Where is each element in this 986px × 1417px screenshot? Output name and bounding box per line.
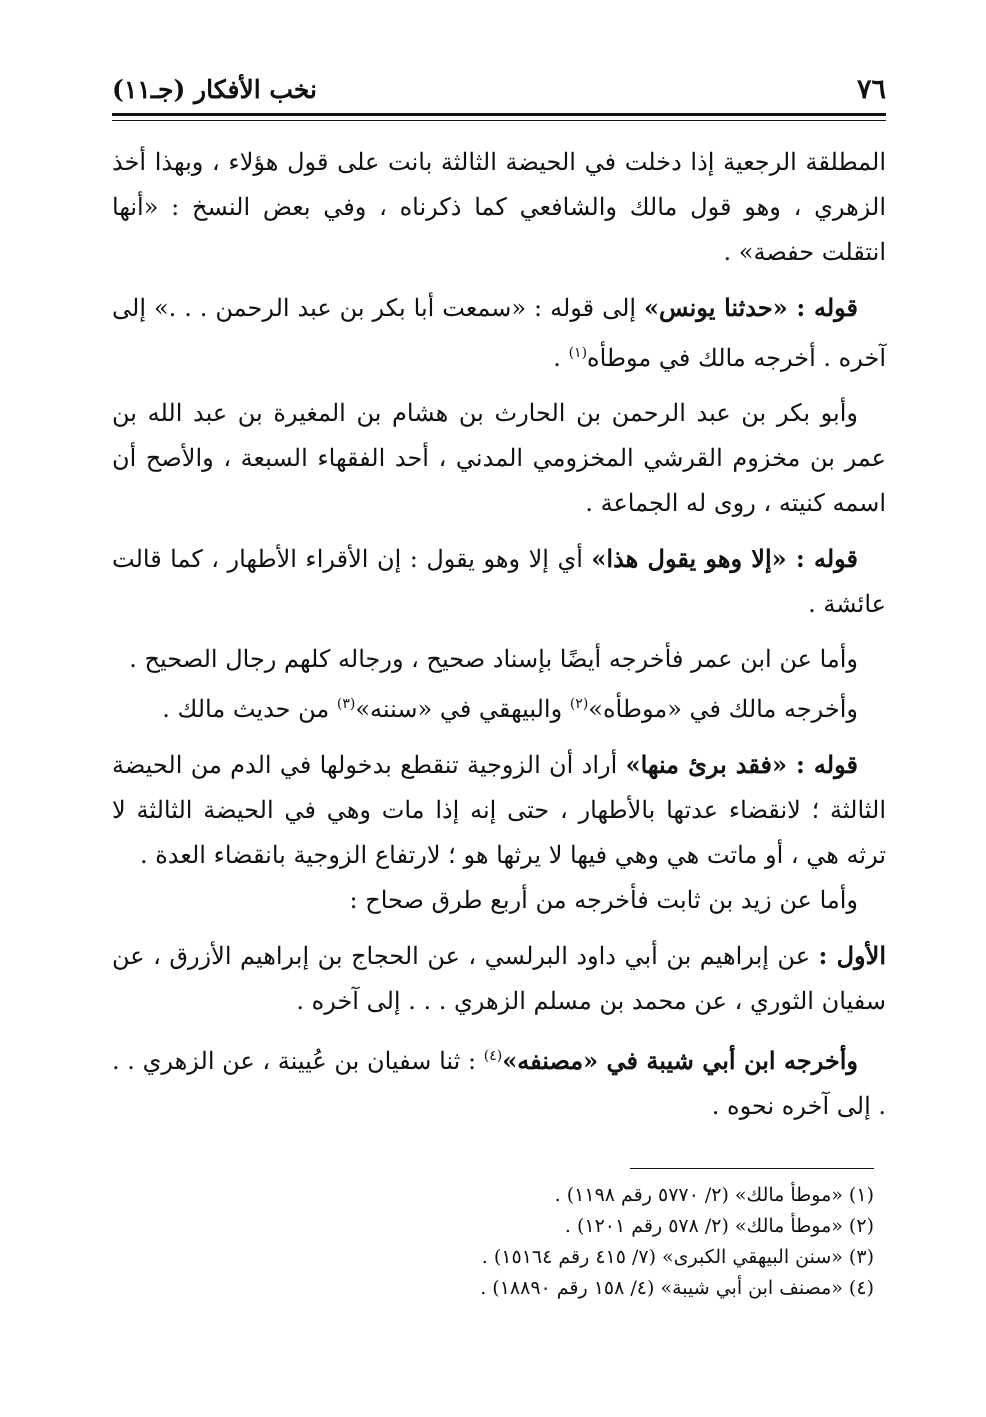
footnote-2: (٢) «موطأ مالك» (٢/ ٥٧٨ رقم ١٢٠١) . [564,1215,874,1237]
paragraph-text: : ثنا سفيان بن عُيينة ، عن الزهري . . . إلى آخره نحوه . [112,1047,886,1120]
paragraph-text-c: من حديث مالك . [162,695,337,723]
quote-lead: قوله : «حدثنا يونس» [644,293,859,322]
paragraph-10 [112,1034,886,1129]
quote-lead: وأخرجه ابن أبي شيبة في «مصنفه» [502,1046,859,1075]
footnote-1: (١) «موطأ مالك» (٢/ ٥٧٧٠ رقم ١١٩٨) . [554,1184,874,1206]
paragraph-text: عن إبراهيم بن أبي داود البرلسي ، عن الحجاج بن إبراهيم الأزرق ، عن سفيان الثوري ، عن محمد بن مسلم الزهري . . . إلى آخره . [112,942,886,1015]
footnote-ref-2: (٢) [569,696,589,712]
paragraph-2 [112,285,886,381]
footnote-ref-4: (٤) [483,1048,503,1064]
quote-lead: قوله : «فقد برئ منها» [625,750,858,779]
footnote-separator [630,1168,874,1169]
paragraph-end: . [553,344,569,372]
paragraph-text-a: وأخرجه مالك في «موطأه» [588,695,858,723]
paragraph-4 [112,536,886,627]
quote-lead: قوله : «إلا وهو يقول هذا» [591,544,859,573]
footnote-3: (٣) «سنن البيهقي الكبرى» (٧/ ٤١٥ رقم ١٥١٦٤) . [481,1246,874,1268]
paragraph-text: أراد أن الزوجية تنقطع بدخولها في الدم من الحيضة الثالثة ؛ لانقضاء عدتها بالأطهار ، حتى إنه إذا مات وهي في الحيضة الثالثة لا ترثه هي ، أو ماتت هي وهي فيها لا يرثها هو ؛ لارتفاع الزوجية بانقضاء العدة . [112,751,886,869]
paragraph-text: إلى قوله : «سمعت أبا بكر بن عبد الرحمن . . .» إلى آخره . أخرجه مالك في موطأه [112,294,886,372]
paragraph-9 [112,933,886,1024]
paragraph-6 [112,682,886,732]
footnote-ref-3: (٣) [336,696,356,712]
page-header [112,72,886,112]
paragraph-text-b: والبيهقي في «سننه» [355,695,570,723]
footnotes [100,1180,874,1304]
paragraph-1: المطلقة الرجعية إذا دخلت في الحيضة الثالثة بانت على قول هؤلاء ، وبهذا أخذ الزهري ، وهو قول مالك والشافعي كما ذكرناه ، وفي بعض النسخ : «أنها انتقلت حفصة» . [112,148,886,266]
footnote-4: (٤) «مصنف ابن أبي شيبة» (٤/ ١٥٨ رقم ١٨٨٩٠) . [480,1277,874,1299]
section-lead: الأول : [818,941,886,970]
paragraph-7 [112,742,886,878]
main-text [112,140,886,1139]
page-number: ٧٦ [856,74,886,105]
header-rule-thick [112,113,886,116]
footnote-ref-1: (١) [568,345,588,361]
paragraph-8: وأما عن زيد بن ثابت فأخرجه من أربع طرق صحاح : [349,886,858,914]
paragraph-3: وأبو بكر بن عبد الرحمن بن الحارث بن هشام بن المغيرة بن عبد الله بن عمر بن مخزوم القرشي المخزومي المدني ، أحد الفقهاء السبعة ، والأصح أن اسمه كنيته ، روى له الجماعة . [112,399,886,517]
running-title: نخب الأفكار (جـ١١) [112,75,318,104]
header-rule-thin [112,120,886,121]
paragraph-text: أي إلا وهو يقول : إن الأقراء الأطهار ، كما قالت عائشة . [112,545,886,618]
paragraph-5: وأما عن ابن عمر فأخرجه أيضًا بإسناد صحيح ، ورجاله كلهم رجال الصحيح . [129,645,858,673]
